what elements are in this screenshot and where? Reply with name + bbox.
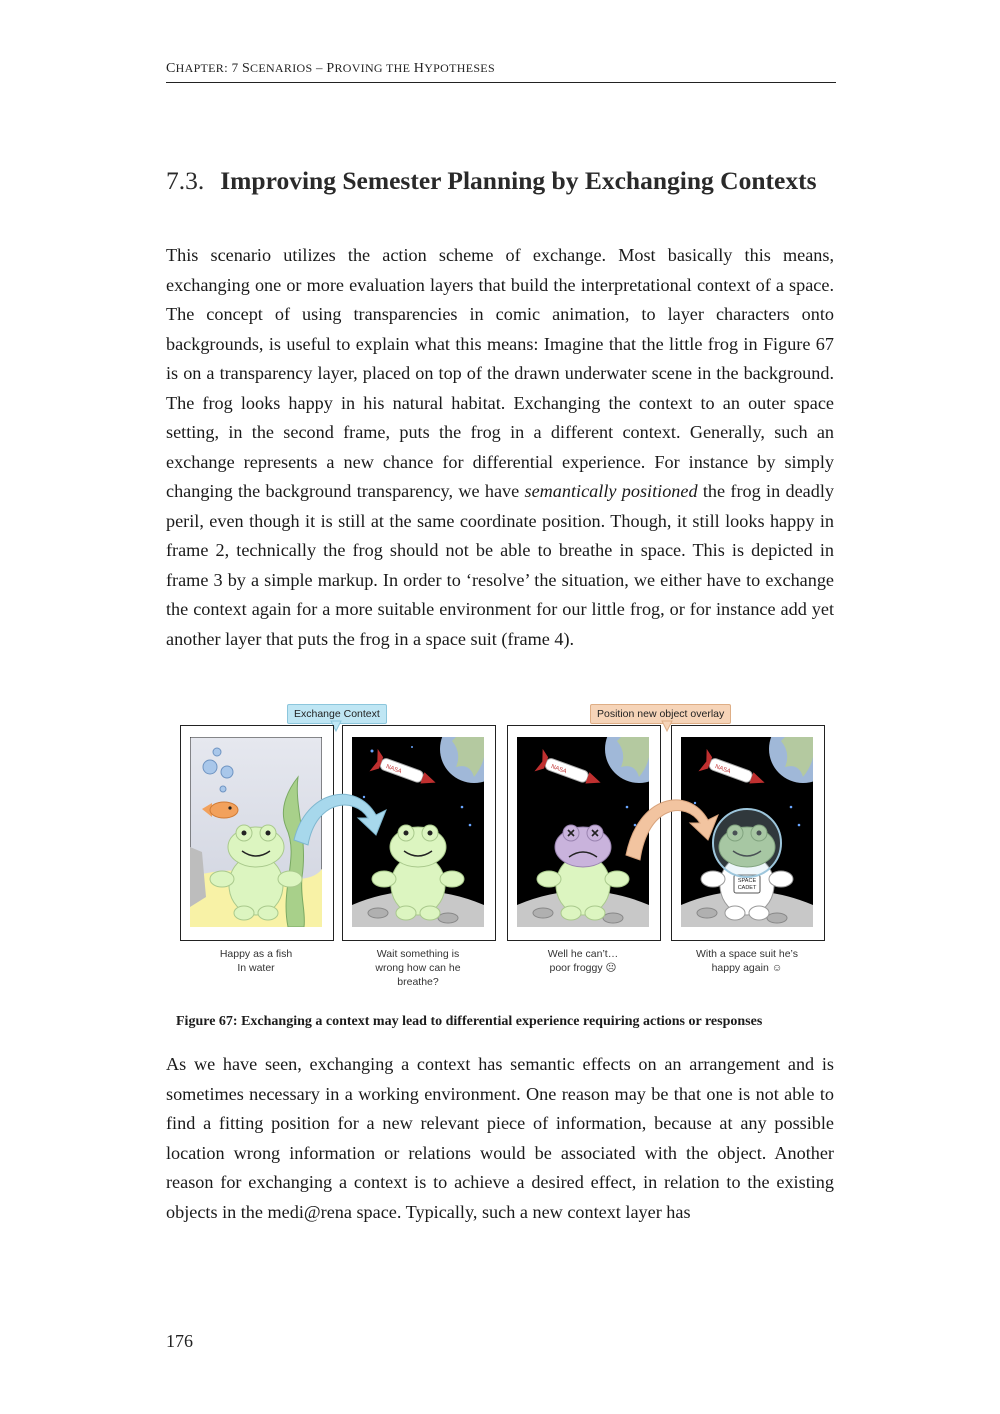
exchange-context-callout: Exchange Context (287, 704, 387, 724)
arrow-orange-icon (626, 800, 718, 860)
frame-2-caption-line-1: Wait something is (376, 948, 460, 960)
body-paragraph-1 (166, 241, 834, 654)
paragraph-1-text-b: the frog in deadly peril, even though it is still at the same coordinate position. Though, it still looks happy in frame 2, technically the frog should not be able to breathe in space. This is depicted in frame 3 by a simple markup. In order to ‘resolve’ the situation, we either have to exchange the context again for a more suitable environment for our little frog, or for instance add yet another layer that puts the frog in a space suit (frame 4). (166, 481, 834, 649)
suit-label-line-1: SPACE (737, 878, 757, 884)
frame-2-caption (342, 947, 494, 989)
frame-3-caption-line-1: Well he can’t… (547, 948, 619, 960)
transition-arrows (176, 760, 826, 910)
section-heading (166, 166, 866, 196)
body-paragraph-2: As we have seen, exchanging a context has semantic effects on an arrangement and is sometimes necessary in a working environment. One reason may be that one is not able to find a fitting position for a new relevant piece of information, because at any possible location wrong information or relations would be associated with the object. Another reason for exchanging a context is to achieve a desired effect, in relation to the existing objects in the medi@rena space. Typically, such a new context layer has (166, 1054, 834, 1222)
frame-4-caption-line-1: With a space suit he’s (696, 948, 798, 960)
frame-1-caption-line-2: In water (237, 962, 275, 974)
rocket-label-frame-4: NASA (714, 763, 732, 776)
figure-67 (176, 700, 826, 995)
rocket-label-frame-3: NASA (550, 763, 568, 776)
position-overlay-callout: Position new object overlay (590, 704, 731, 724)
figure-caption: Figure 67: Exchanging a context may lead to differential experience requiring actions or responses (176, 1014, 763, 1029)
frame-3-caption (507, 947, 659, 975)
frame-4-caption-line-2: happy again ☺ (711, 962, 783, 974)
suit-label-line-2: CADET (737, 885, 757, 891)
section-title-text: Improving Semester Planning by Exchanging Contexts (220, 166, 817, 195)
paragraph-1-emphasis: semantically positioned (524, 481, 698, 501)
frame-2-caption-line-3: breathe? (397, 976, 439, 988)
frame-1-caption-line-1: Happy as a fish (219, 948, 293, 960)
running-header (166, 60, 836, 83)
page-number: 176 (166, 1331, 193, 1351)
section-number: 7.3. (166, 166, 205, 195)
frame-2-caption-line-2: wrong how can he (375, 962, 461, 974)
frame-1-caption (180, 947, 332, 975)
frame-3-caption-line-2: poor froggy ☹ (549, 962, 617, 974)
rocket-label-frame-2: NASA (385, 763, 403, 776)
header-text: CHAPTER: 7 SCENARIOS – PROVING THE HYPOTHESES (166, 60, 495, 76)
arrow-blue-icon (294, 794, 386, 845)
frame-4-caption (671, 947, 823, 975)
paragraph-1-text-a: This scenario utilizes the action scheme of exchange. Most basically this means, exchanging one or more evaluation layers that build the interpretational context of a space. The concept of using transparencies in comic animation, to layer characters onto backgrounds, is useful to explain what this means: Imagine that the little frog in Figure 67 is on a transparency layer, placed on top of the drawn underwater scene in the background. The frog looks happy in his natural habitat. Exchanging the context to an outer space setting, in the second frame, puts the frog in a different context. Generally, such an exchange represents a new chance for differential experience. For instance by simply changing the background transparency, we have (166, 245, 834, 501)
